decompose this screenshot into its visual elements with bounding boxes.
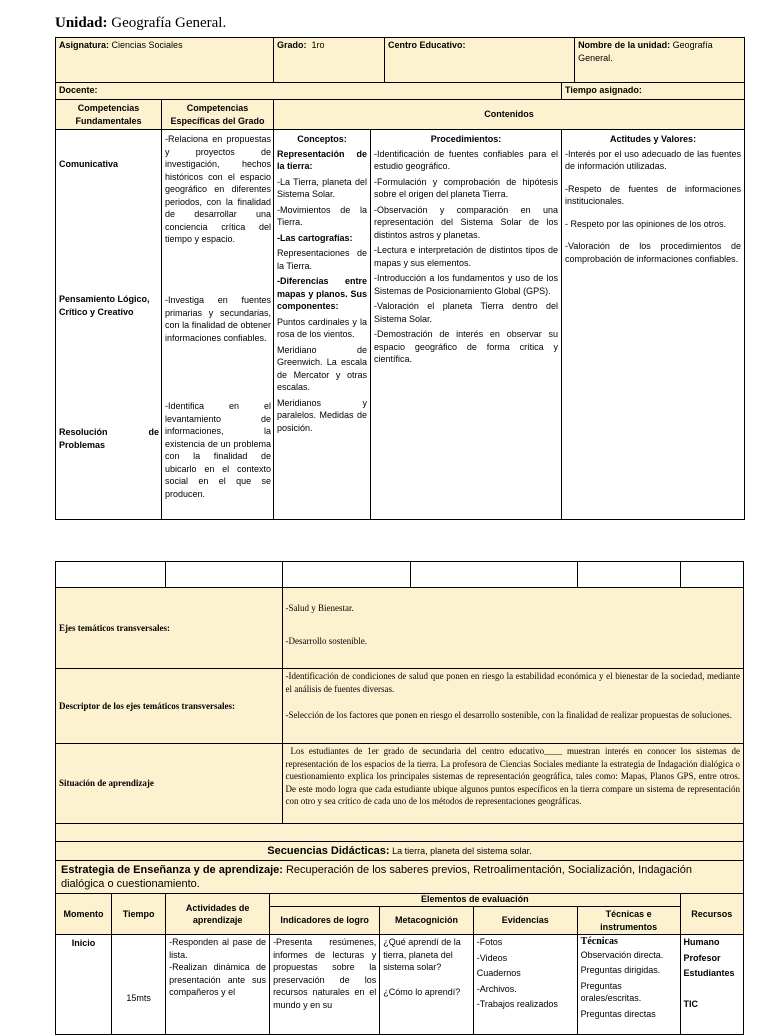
secuencias-row: [56, 842, 744, 861]
spacer-cell: [56, 824, 744, 842]
recursos-cell: [680, 935, 743, 1035]
descriptor-row: [56, 669, 744, 744]
descriptor-item: -Selección de los factores que ponen en riesgo el desarrollo sostenible, con la finalidad de realizar propuestas de soluciones.: [285, 710, 732, 720]
concepto-item: -Diferencias entre mapas y planos. Sus componentes:: [277, 276, 368, 311]
actitudes-cell: [562, 130, 745, 520]
fund-item: Resolución de Problemas: [59, 427, 159, 450]
estrategia-cell: [56, 861, 744, 894]
header-metacognicion: Metacognición: [380, 907, 474, 935]
actitud-item: -Valoración de los procedimientos de comprobación de informaciones confiables.: [565, 241, 742, 264]
unidad-value: Geografía General.: [111, 15, 227, 31]
procedimiento-item: -Demostración de interés en observar su espacio geográfico de forma crítica y científica.: [374, 329, 559, 364]
procedimientos-list: [374, 148, 558, 366]
descriptor-label: Descriptor de los ejes temáticos transversales:: [56, 669, 283, 744]
recurso-item: TIC: [683, 999, 699, 1009]
procedimientos-cell: [371, 130, 562, 520]
concepto-item: -Movimientos de la Tierra.: [277, 204, 368, 227]
concepto-item: Representaciones de la Tierra.: [277, 248, 368, 271]
docente-cell: Docente:: [56, 83, 562, 100]
conceptos-title: Conceptos:: [297, 134, 347, 144]
metacognicion-cell: [380, 935, 474, 1035]
procedimiento-item: -Valoración el planeta Tierra dentro del Sistema Solar.: [374, 301, 559, 324]
procedimientos-title: Procedimientos:: [430, 134, 502, 144]
unit-title: [55, 15, 226, 32]
recurso-item: [684, 983, 740, 996]
evidencia-item: -Trabajos realizados: [476, 999, 558, 1009]
header-momento: Momento: [56, 894, 112, 935]
empty-cell: [680, 562, 743, 588]
fund-item: Pensamiento Lógico, Crítico y Creativo: [59, 294, 150, 317]
header-contenidos: Contenidos: [274, 100, 745, 130]
secondary-table: [55, 561, 744, 1035]
procedimiento-item: -Introducción a los fundamentos y uso de los Sistemas de Posicionamiento Global (GPS).: [374, 273, 559, 296]
metacognicion-item: ¿Qué aprendí de la tierra, planeta del sistema solar?: [383, 937, 461, 972]
esp-item: -Relaciona en propuestas y proyectos de investigación, hechos históricos con el espacio geográfico en diferentes periodos, con la finalidad de desarrollar una conciencia crítica del tiempo y espacio.: [165, 134, 271, 244]
actividades-cell: [166, 935, 270, 1035]
header-actividades: Actividades de aprendizaje: [166, 894, 270, 935]
header-tiempo: Tiempo: [112, 894, 166, 935]
estrategia-label: Estrategia de Enseñanza y de aprendizaje:: [61, 864, 283, 876]
header-comp-especificas: Competencias Específicas del Grado: [162, 100, 274, 130]
ejes-label: Ejes temáticos transversales:: [56, 588, 283, 669]
situacion-label: Situación de aprendizaje: [56, 744, 283, 824]
competencias-header-row: [56, 100, 745, 130]
descriptor-item: -Identificación de condiciones de salud que ponen en riesgo la estabilidad económica y el bienestar de la sociedad, mediante el análisis de fuentes diversas.: [285, 671, 740, 694]
ejes-row: [56, 588, 744, 669]
especificas-cell: [162, 130, 274, 520]
actitud-item: -Interés por el uso adecuado de las fuentes de información utilizadas.: [565, 148, 742, 171]
header-tecnicas: Técnicas e instrumentos: [577, 907, 680, 935]
empty-cell: [166, 562, 282, 588]
procedimiento-item: -Lectura e interpretación de distintos tipos de mapas y sus elementos.: [374, 245, 559, 268]
tiempo-cell: Tiempo asignado:: [562, 83, 745, 100]
header-indicadores: Indicadores de logro: [270, 907, 380, 935]
ejes-content: [282, 588, 743, 669]
secuencias-value: La tierra, planeta del sistema solar.: [392, 845, 532, 856]
procedimiento-item: -Observación y comparación en una representación del Sistema Solar de los distintos astros y planetas.: [374, 204, 559, 240]
concepto-item: Meridianos y paralelos. Medidas de posición.: [277, 397, 368, 433]
tecnicas-cell: [577, 935, 680, 1035]
metacognicion-item: ¿Cómo lo aprendí?: [383, 986, 461, 997]
tecnicas-list: [581, 949, 677, 1021]
situacion-content: Los estudiantes de 1er grado de secundaria del centro educativo____ muestran interés en conocer los sistemas de representación de los espacios de la tierra. La profesora de Ciencias Sociales mediante la estrategia de Indagación dialógica o cuestionamiento explica los principales sistemas de representación geográfica, tales como: Mapas, Planos GPS, entre otros. De este modo logra que cada estudiante ubique algunos puntos específicos en la tierra compare un sistema de representación con otro y sea crítico de cada uno de los métodos de representaciones geográficas.: [282, 744, 743, 824]
asignatura-cell: Asignatura: Ciencias Sociales: [56, 38, 274, 83]
actitudes-list: [565, 148, 741, 266]
empty-cell: [282, 562, 411, 588]
tiempo-cell: 15mts: [112, 935, 166, 1035]
situacion-row: [56, 744, 744, 824]
tecnica-item: Observación directa.: [580, 949, 664, 960]
evidencia-item: -Archivos.: [476, 983, 517, 994]
eval-header-row: [56, 894, 744, 907]
centro-cell: Centro Educativo:: [385, 38, 575, 83]
nombre-unidad-cell: Nombre de la unidad: Geografía General.: [575, 38, 745, 83]
empty-cell: [56, 562, 166, 588]
recurso-item: Estudiantes: [683, 968, 735, 978]
content-row: [56, 130, 745, 520]
recurso-item: Profesor: [683, 952, 721, 963]
esp-item: -Identifica en el levantamiento de informaciones, la existencia de un problema con la finalidad de ubicarlo en el contexto social en el que se producen.: [165, 401, 271, 499]
recurso-item: Humano: [683, 937, 720, 947]
header-recursos: Recursos: [680, 894, 743, 935]
concepto-item: Representación de la tierra:: [277, 148, 368, 171]
evidencias-cell: [473, 935, 577, 1035]
descriptor-content: [282, 669, 743, 744]
tecnica-item: Preguntas dirigidas.: [580, 965, 661, 975]
tecnica-item: Preguntas directas: [580, 1008, 656, 1019]
evidencia-item: Cuadernos: [476, 968, 521, 978]
planning-table: [55, 37, 745, 520]
secuencias-cell: [56, 842, 744, 861]
actitudes-title: Actitudes y Valores:: [610, 134, 697, 144]
header-elementos: Elementos de evaluación: [270, 894, 680, 907]
recursos-list: [684, 936, 740, 1011]
actividad-item: -Responden al pase de lista.: [169, 937, 267, 960]
empty-cell: [577, 562, 680, 588]
esp-item: -Investiga en fuentes primarias y secundarias, con la finalidad de obtener informaciones confiables.: [165, 295, 271, 343]
indicadores-cell: -Presenta resúmenes, informes de lecturas y propuestas sobre la preservación de los recursos naturales en el mundo y en su: [270, 935, 380, 1035]
evidencia-item: -Videos: [476, 952, 508, 963]
eje-item: -Desarrollo sostenible.: [285, 635, 368, 646]
evidencia-item: -Fotos: [476, 937, 503, 947]
actitud-item: - Respeto por las opiniones de los otros.: [565, 218, 727, 229]
spacer-row: [56, 824, 744, 842]
procedimiento-item: -Identificación de fuentes confiables para el estudio geográfico.: [374, 148, 559, 171]
estrategia-row: [56, 861, 744, 894]
evidencias-list: [477, 936, 574, 1011]
concepto-item: Meridiano de Greenwich. La escala de Mercator y otras escalas.: [277, 344, 368, 392]
header-evidencias: Evidencias: [473, 907, 577, 935]
momento-cell: Inicio: [56, 935, 112, 1035]
tecnica-item: Preguntas orales/escritas.: [580, 980, 642, 1003]
info-row: [56, 38, 745, 83]
procedimiento-item: -Formulación y comprobación de hipótesis sobre el origen del planeta Tierra.: [374, 176, 559, 199]
inicio-row: [56, 935, 744, 1035]
empty-cell: [411, 562, 577, 588]
secuencias-label: Secuencias Didácticas:: [267, 844, 390, 857]
header-comp-fundamentales: Competencias Fundamentales: [56, 100, 162, 130]
conceptos-cell: [274, 130, 371, 520]
tecnicas-title: Técnicas: [580, 936, 618, 947]
actitud-item: -Respeto de fuentes de informaciones institucionales.: [565, 183, 742, 206]
estrategia-value: Recuperación de los saberes previos, Retroalimentación, Socialización, Indagación dialógica o cuestionamiento.: [61, 864, 692, 890]
concepto-item: -La Tierra, planeta del Sistema Solar.: [277, 176, 368, 199]
unidad-label: Unidad:: [55, 15, 108, 31]
concepto-item: -Las cartografías:: [277, 232, 353, 243]
fund-item: Comunicativa: [59, 159, 119, 169]
empty-row: [56, 562, 744, 588]
actividad-item: -Realizan dinámica de presentación ante sus compañeros y el: [169, 962, 267, 997]
fundamentales-cell: [56, 130, 162, 520]
docente-row: [56, 83, 745, 100]
conceptos-list: [277, 148, 367, 435]
concepto-item: Puntos cardinales y la rosa de los vientos.: [277, 316, 368, 339]
grado-cell: Grado: 1ro: [274, 38, 385, 83]
eje-item: -Salud y Bienestar.: [285, 603, 354, 613]
